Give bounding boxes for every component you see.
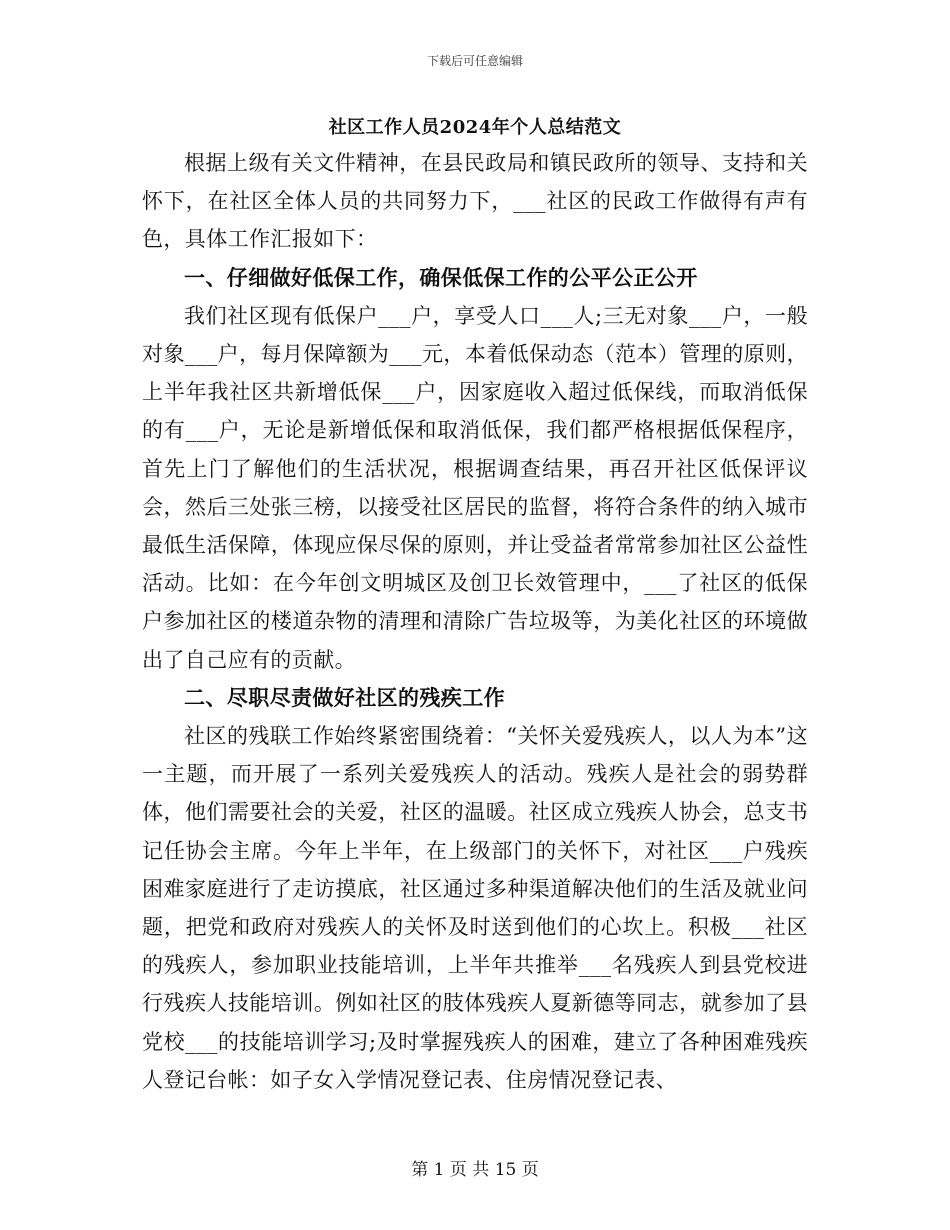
page-header-note: 下载后可任意编辑: [426, 54, 523, 68]
intro-paragraph: 根据上级有关文件精神，在县民政局和镇民政所的领导、支持和关怀下，在社区全体人员的共同努力下，___社区的民政工作做得有声有色，具体工作汇报如下：: [142, 151, 808, 252]
document-title: 社区工作人员2024年个人总结范文: [328, 117, 622, 138]
document-body: [142, 112, 808, 1099]
section-1-paragraph: 我们社区现有低保户___户，享受人口___人;三无对象___户，一般对象___户，每月保障额为___元，本着低保动态（范本）管理的原则，上半年我社区共新增低保___户，因家庭收入超过低保线，而取消低保的有___户，无论是新增低保和取消低保，我们都严格根据低保程序，首先上门了解他们的生活状况，根据调查结果，再召开社区低保评议会，然后三处张三榜，以接受社区居民的监督，将符合条件的纳入城市最低生活保障，体现应保尽保的原则，并让受益者常常参加社区公益性活动。比如：在今年创文明城区及创卫长效管理中，___了社区的低保户参加社区的楼道杂物的清理和清除广告垃圾等，为美化社区的环境做出了自己应有的贡献。: [142, 303, 808, 672]
page-number-footer: 第 1 页 共 15 页: [411, 1160, 539, 1180]
section-2-heading: 二、尽职尽责做好社区的残疾工作: [184, 684, 505, 710]
section-1-heading: 一、仔细做好低保工作，确保低保工作的公平公正公开: [184, 264, 698, 290]
section-2-paragraph: 社区的残联工作始终紧密围绕着：“关怀关爱残疾人，以人为本”这一主题，而开展了一系列关爱残疾人的活动。残疾人是社会的弱势群体，他们需要社会的关爱，社区的温暖。社区成立残疾人协会，总支书记任协会主席。今年上半年，在上级部门的关怀下，对社区___户残疾困难家庭进行了走访摸底，社区通过多种渠道解决他们的生活及就业问题，把党和政府对残疾人的关怀及时送到他们的心坎上。积极___社区的残疾人，参加职业技能培训，上半年共推举___名残疾人到县党校进行残疾人技能培训。例如社区的肢体残疾人夏新德等同志，就参加了县党校___的技能培训学习;及时掌握残疾人的困难，建立了各种困难残疾人登记台帐：如子女入学情况登记表、住房情况登记表、: [142, 724, 808, 1092]
